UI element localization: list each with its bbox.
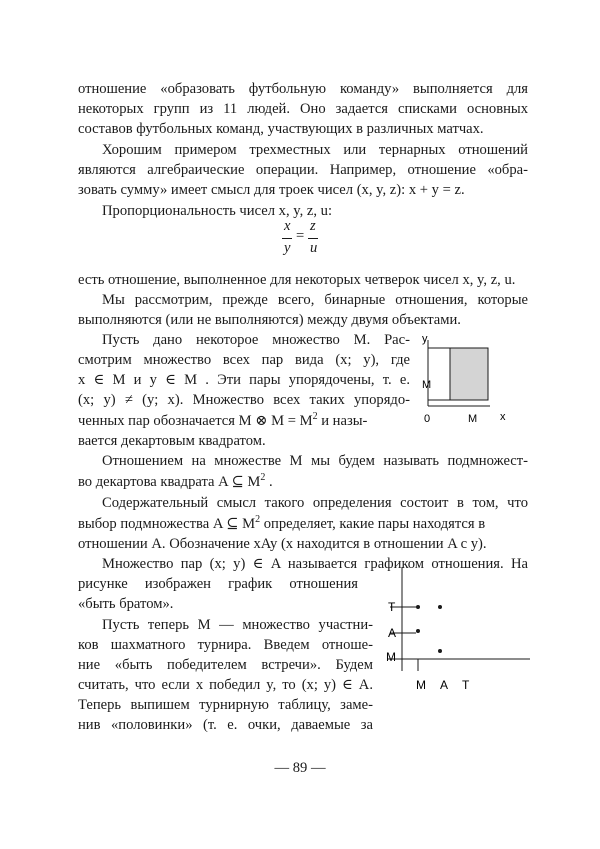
text-line: есть отношение, выполненное для некоторых четверок чисел x, y, z, u. <box>78 272 516 288</box>
text-line: «быть братом». <box>78 596 174 612</box>
text-line: смотрим множество всех пар вида (x; y), где <box>78 352 410 368</box>
fraction-denominator: y <box>284 240 291 256</box>
text-line: Мы рассмотрим, прежде всего, бинарные отношения, которые <box>102 292 528 308</box>
proportion-formula <box>282 218 342 262</box>
origin-label: 0 <box>424 413 431 425</box>
fraction-numerator: x <box>284 218 291 234</box>
m-axis-label: M <box>422 379 432 391</box>
text-line: некоторых групп из 11 людей. Оно задается списками основных <box>78 101 528 117</box>
x-axis-label: x <box>500 411 506 423</box>
text-line: во декартова квадрата A ⊆ $M^2$ . <box>78 472 273 490</box>
text-line: являются алгебраические операции. Например, отношение «обра- <box>78 162 528 178</box>
text-line: рисунке изображен график отношения <box>78 576 358 592</box>
fraction-denominator: u <box>310 240 318 256</box>
page-number: — 89 — <box>274 760 326 776</box>
text-line: вается декартовым квадратом. <box>78 433 266 449</box>
text-line: x ∈ M и y ∈ M . Эти пары упорядочены, т. е. <box>78 372 410 388</box>
text-line: Отношением на множестве M мы будем называть подмножест- <box>102 453 528 469</box>
text-line: Хорошим примером трехместных или тернарных отношений <box>102 142 528 158</box>
y-axis-label: y <box>422 333 428 345</box>
text-line: ченных пар обозначается M ⊗ $M = M^2$ и назы- <box>78 411 368 429</box>
text-line: Пусть теперь M — множество участни- <box>102 617 373 633</box>
text-line: отношение «образовать футбольную команду» выполняется для <box>78 81 528 97</box>
equals-sign: = <box>296 228 305 244</box>
relation-graph-figure <box>380 563 540 703</box>
fraction-numerator: z <box>310 218 316 234</box>
y-tick-label: A <box>388 626 397 640</box>
graph-point <box>438 605 442 609</box>
text-line: выполняются (или не выполняются) между двумя объектами. <box>78 312 461 328</box>
text-line: считать, что если x победил y, то (x; y) ∈ A. <box>78 677 373 693</box>
text-line: зовать сумму» имеет смысл для троек чисел (x, y, z): x + y = z. <box>78 182 465 198</box>
fraction-bar <box>308 238 318 239</box>
y-tick-label: T <box>388 600 396 614</box>
text-line: Множество пар (x; y) ∈ A называется графиком отношения. На <box>102 556 528 572</box>
text-line: отношении A. Обозначение xAy (x находится в отношении A с y). <box>78 536 487 552</box>
text-line: ние «быть победителем встречи». Будем <box>78 657 373 673</box>
text-line: выбор подмножества A ⊆ $M^2$ определяет, какие пары находятся в <box>78 514 486 532</box>
text-line: нив «половинки» (т. е. очки, даваемые за <box>78 717 373 733</box>
m-axis-label: M <box>468 413 478 425</box>
fraction-bar <box>282 238 292 239</box>
graph-point <box>416 605 420 609</box>
graph-point <box>416 629 420 633</box>
text-line: Пропорциональность чисел x, y, z, u: <box>102 203 333 219</box>
x-tick-label: T <box>462 678 470 692</box>
x-tick-label: M <box>416 678 426 692</box>
y-tick-label: M <box>386 650 396 664</box>
text-line: Пусть дано некоторое множество M. Рас- <box>102 332 410 348</box>
text-line: составов футбольных команд, участвующих в различных матчах. <box>78 121 484 137</box>
x-tick-label: A <box>440 678 449 692</box>
text-line: Теперь выпишем турнирную таблицу, заме- <box>78 697 373 713</box>
text-line: (x; y) ≠ (y; x). Множество всех таких упорядо- <box>78 392 410 408</box>
text-line: Содержательный смысл такого определения состоит в том, что <box>102 495 528 511</box>
cartesian-square-figure <box>418 330 518 430</box>
graph-point <box>438 649 442 653</box>
text-line: ков шахматного турнира. Введем отноше- <box>78 637 373 653</box>
